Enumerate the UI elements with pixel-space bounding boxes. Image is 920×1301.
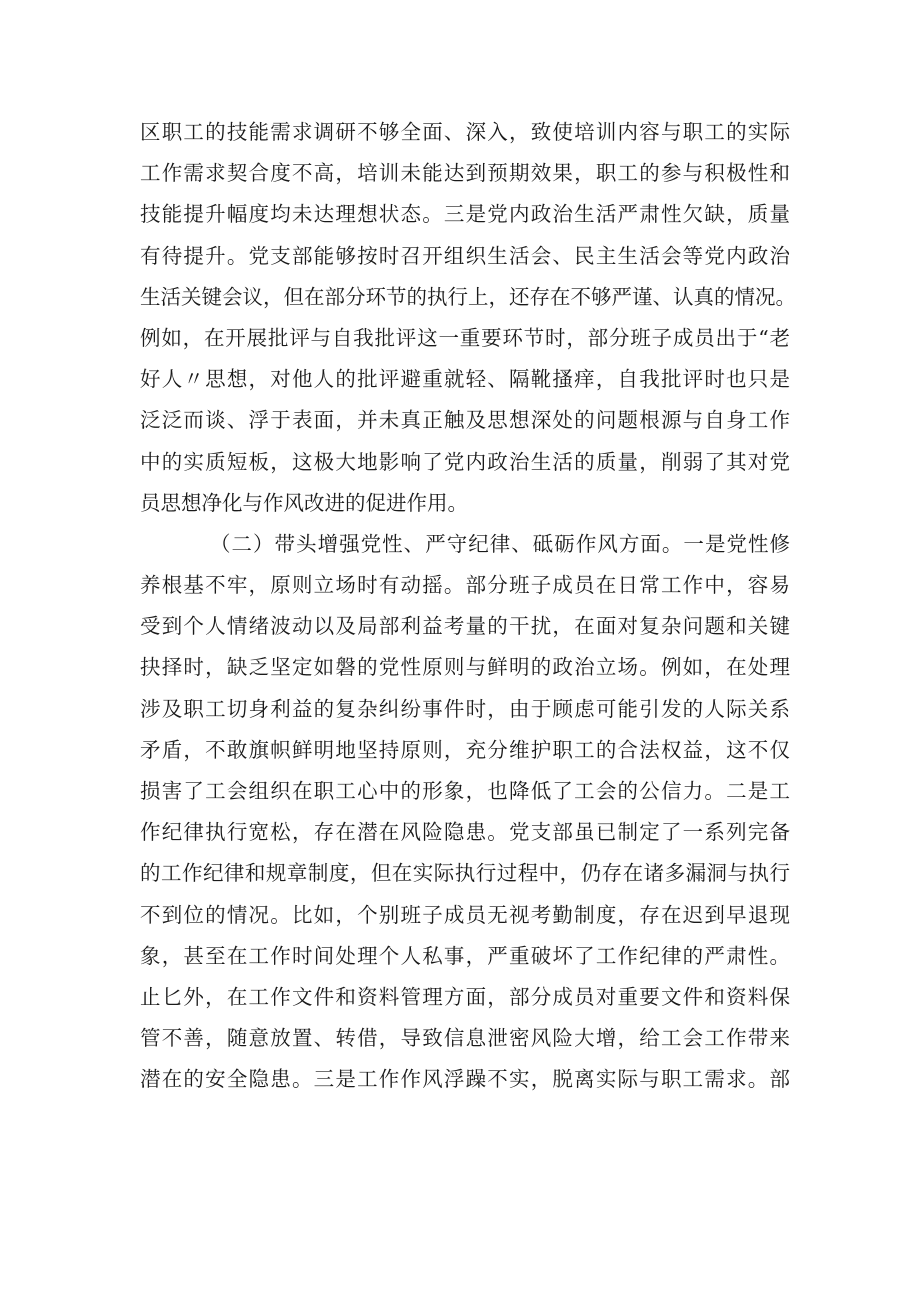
text-line: 受到个人情绪波动以及局部利益考量的干扰，在面对复杂问题和关键: [140, 614, 790, 639]
text-line: 作纪律执行宽松，存在潜在风险隐患。党支部虽已制定了一系列完备: [140, 820, 790, 845]
text-line: 止匕外，在工作文件和资料管理方面，部分成员对重要文件和资料保: [140, 984, 790, 1009]
paragraph-1: [140, 112, 796, 524]
text-line: 养根基不牢，原则立场时有动摇。部分班子成员在日常工作中，容易: [140, 573, 790, 598]
document-body: [140, 112, 796, 1101]
text-line: 矛盾，不敢旗帜鲜明地坚持原则，充分维护职工的合法权益，这不仅: [140, 737, 790, 762]
text-line: 员思想净化与作风改进的促进作用。: [140, 490, 468, 515]
text-line: 例如，在开展批评与自我批评这一重要环节时，部分班子成员出于“老: [140, 325, 790, 350]
text-line: 损害了工会组织在职工心中的形象，也降低了工会的公信力。二是工: [140, 779, 790, 803]
text-line: 技能提升幅度均未达理想状态。三是党内政治生活严肃性欠缺，质量: [140, 202, 790, 227]
text-line: 象，甚至在工作时间处理个人私事，严重破坏了工作纪律的严肃性。: [140, 943, 790, 968]
text-line: （二）带头增强党性、严守纪律、砥砺作风方面。一是党性修: [210, 531, 790, 556]
text-line: 涉及职工切身利益的复杂纠纷事件时，由于顾虑可能引发的人际关系: [140, 696, 790, 721]
text-line: 有待提升。党支部能够按时召开组织生活会、民主生活会等党内政治: [140, 243, 790, 268]
text-line: 好人〃思想，对他人的批评避重就轻、隔靴搔痒，自我批评时也只是: [140, 367, 790, 392]
text-line: 生活关键会议，但在部分环节的执行上，还存在不够严谨、认真的情况。: [140, 284, 796, 309]
text-line: 中的实质短板，这极大地影响了党内政治生活的质量，削弱了其对党: [140, 449, 790, 474]
paragraph-2: [140, 524, 790, 1101]
text-line: 区职工的技能需求调研不够全面、深入，致使培训内容与职工的实际: [140, 120, 790, 144]
text-line: 抉择时，缺乏坚定如磐的党性原则与鲜明的政治立场。例如，在处理: [140, 655, 790, 680]
text-line: 工作需求契合度不高，培训未能达到预期效果，职工的参与积极性和: [140, 161, 790, 186]
text-line: 不到位的情况。比如，个别班子成员无视考勤制度，存在迟到早退现: [140, 902, 790, 927]
text-line: 管不善，随意放置、转借，导致信息泄密风险大增，给工会工作带来: [140, 1026, 790, 1051]
text-line: 潜在的安全隐患。三是工作作风浮躁不实，脱离实际与职工需求。部: [140, 1067, 790, 1092]
text-line: 泛泛而谈、浮于表面，并未真正触及思想深处的问题根源与自身工作: [140, 408, 790, 433]
text-line: 的工作纪律和规章制度，但在实际执行过程中，仍存在诸多漏洞与执行: [140, 861, 790, 886]
